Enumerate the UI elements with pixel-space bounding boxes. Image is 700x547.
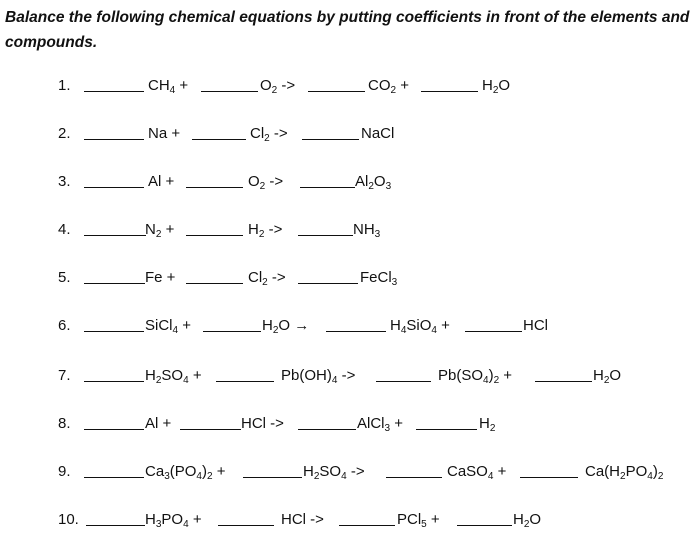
chemical-formula: $Pb(OH)_4$ -> — [281, 367, 356, 386]
chemical-formula: $H_2O$ — [593, 367, 622, 386]
equation-row — [0, 220, 700, 244]
equation-row — [0, 510, 700, 534]
equation-row — [0, 76, 700, 100]
chemical-formula: $NH_3$ — [353, 221, 381, 240]
coefficient-blank[interactable] — [535, 366, 592, 382]
coefficient-blank[interactable] — [416, 414, 477, 430]
equation-number: 6. — [58, 317, 71, 334]
chemical-formula: $Al_2O_3$ — [355, 173, 392, 192]
chemical-formula: $H_2O$ → — [262, 317, 310, 336]
equation-number: 10. — [58, 511, 79, 528]
chemical-formula: $CO_2$ + — [368, 77, 409, 96]
equation-row — [0, 366, 700, 390]
equation-number: 7. — [58, 367, 71, 384]
equation-number: 3. — [58, 173, 71, 190]
equation-row — [0, 172, 700, 196]
worksheet-instructions: Balance the following chemical equations by putting coefficients in front of the elements and compounds. — [5, 9, 690, 51]
coefficient-blank[interactable] — [376, 366, 431, 382]
equation-number: 8. — [58, 415, 71, 432]
equation-number: 9. — [58, 463, 71, 480]
coefficient-blank[interactable] — [465, 316, 522, 332]
coefficient-blank[interactable] — [186, 268, 243, 284]
chemical-formula: HCl — [523, 317, 548, 334]
coefficient-blank[interactable] — [298, 414, 356, 430]
chemical-formula: $Ca_3(PO_4)_2$ + — [145, 463, 226, 482]
coefficient-blank[interactable] — [186, 172, 243, 188]
chemical-formula: FeCl$_3$ — [360, 269, 398, 288]
coefficient-blank[interactable] — [186, 220, 243, 236]
chemical-formula: $N_2$ + — [145, 221, 175, 240]
coefficient-blank[interactable] — [386, 462, 442, 478]
chemical-formula: $Ca(H_2PO_4)_2$ — [585, 463, 664, 482]
coefficient-blank[interactable] — [201, 76, 258, 92]
coefficient-blank[interactable] — [84, 268, 145, 284]
chemical-formula: $H_2$ — [479, 415, 496, 434]
coefficient-blank[interactable] — [298, 268, 358, 284]
coefficient-blank[interactable] — [302, 124, 359, 140]
chemical-formula: $O_2$ -> — [260, 77, 296, 96]
chemical-formula: CaSO$_4$ + — [447, 463, 507, 482]
chemical-formula: Na + — [148, 125, 181, 142]
coefficient-blank[interactable] — [326, 316, 386, 332]
chemical-formula: $H_4SiO_4$ + — [390, 317, 450, 336]
chemical-formula: $H_2$ -> — [248, 221, 283, 240]
coefficient-blank[interactable] — [86, 510, 145, 526]
coefficient-blank[interactable] — [216, 366, 274, 382]
chemical-formula: $H_2O$ — [513, 511, 542, 530]
chemical-formula: Al + — [148, 173, 175, 190]
coefficient-blank[interactable] — [421, 76, 478, 92]
coefficient-blank[interactable] — [457, 510, 512, 526]
chemical-formula: Fe + — [145, 269, 176, 286]
coefficient-blank[interactable] — [339, 510, 395, 526]
chemical-formula: PCl$_5$ + — [397, 511, 440, 530]
chemical-formula: $H_2SO_4$ + — [145, 367, 202, 386]
chemical-formula: NaCl — [361, 125, 395, 142]
equation-row — [0, 414, 700, 438]
coefficient-blank[interactable] — [192, 124, 246, 140]
chemical-formula: $CH_4$ + — [148, 77, 189, 96]
coefficient-blank[interactable] — [84, 172, 144, 188]
equation-row — [0, 316, 700, 340]
chemical-formula: $O_2$ -> — [248, 173, 284, 192]
chemical-formula: Al + — [145, 415, 172, 432]
coefficient-blank[interactable] — [218, 510, 274, 526]
chemical-formula: AlCl$_3$ + — [357, 415, 404, 434]
coefficient-blank[interactable] — [84, 316, 144, 332]
equation-number: 2. — [58, 125, 71, 142]
coefficient-blank[interactable] — [84, 462, 144, 478]
coefficient-blank[interactable] — [84, 366, 144, 382]
chemical-formula: $Cl_2$ -> — [248, 269, 286, 288]
equation-row — [0, 462, 700, 486]
equation-row — [0, 268, 700, 292]
chemical-formula: $H_3PO_4$ + — [145, 511, 202, 530]
coefficient-blank[interactable] — [84, 220, 146, 236]
chemical-formula: HCl -> — [281, 511, 324, 528]
coefficient-blank[interactable] — [298, 220, 353, 236]
chemical-formula: $H_2SO_4$ -> — [303, 463, 365, 482]
chemical-formula: HCl -> — [241, 415, 284, 432]
equation-number: 5. — [58, 269, 71, 286]
coefficient-blank[interactable] — [84, 414, 144, 430]
coefficient-blank[interactable] — [520, 462, 578, 478]
chemical-formula: $H_2O$ — [482, 77, 511, 96]
equation-row — [0, 124, 700, 148]
coefficient-blank[interactable] — [84, 124, 144, 140]
coefficient-blank[interactable] — [180, 414, 241, 430]
equation-number: 1. — [58, 77, 71, 94]
coefficient-blank[interactable] — [300, 172, 355, 188]
chemical-formula: $Cl_2$ -> — [250, 125, 288, 144]
coefficient-blank[interactable] — [84, 76, 144, 92]
equation-number: 4. — [58, 221, 71, 238]
chemical-formula: $Pb(SO_4)_2$ + — [438, 367, 513, 386]
coefficient-blank[interactable] — [203, 316, 261, 332]
coefficient-blank[interactable] — [243, 462, 302, 478]
coefficient-blank[interactable] — [308, 76, 365, 92]
chemical-formula: SiCl$_4$ + — [145, 317, 192, 336]
